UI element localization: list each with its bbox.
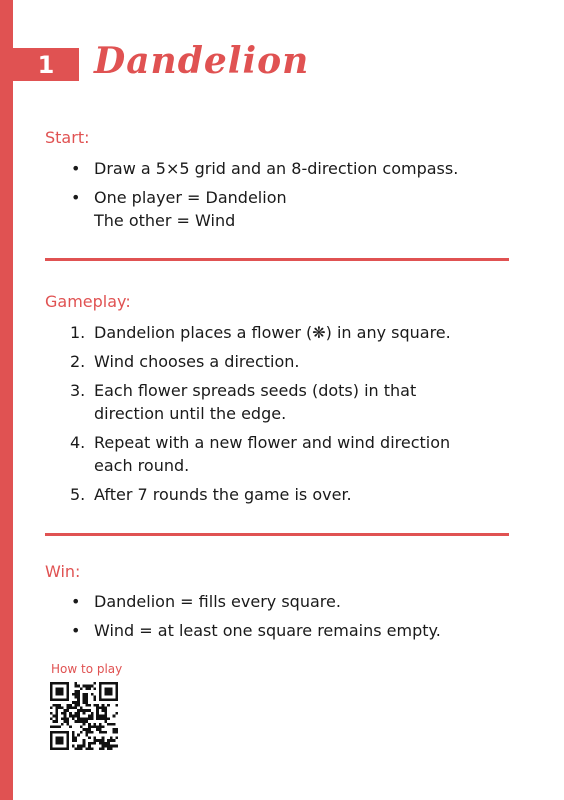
gameplay-label: Gameplay: bbox=[45, 292, 131, 311]
card-number: 1 bbox=[37, 50, 55, 79]
step-text: direction until the edge. bbox=[94, 404, 287, 423]
step-text: After 7 rounds the game is over. bbox=[94, 485, 352, 504]
win-label: Win: bbox=[45, 562, 81, 581]
card-number-badge bbox=[13, 48, 79, 81]
divider bbox=[45, 258, 509, 261]
start-item-2: One player = Dandelion bbox=[94, 188, 287, 207]
list-item bbox=[45, 186, 458, 232]
step-number: 3. bbox=[70, 381, 86, 400]
list-item bbox=[45, 590, 441, 613]
start-list bbox=[45, 157, 458, 238]
step-text: Each flower spreads seeds (dots) in that bbox=[94, 381, 417, 400]
qr-label: How to play bbox=[51, 662, 123, 676]
step-text: Wind chooses a direction. bbox=[94, 352, 300, 371]
step-text: Dandelion places a flower (❋) in any square. bbox=[94, 323, 451, 342]
step-text: Repeat with a new flower and wind direction bbox=[94, 433, 451, 452]
list-item bbox=[45, 619, 441, 642]
list-item bbox=[45, 321, 451, 344]
step-number: 5. bbox=[70, 485, 86, 504]
step-number: 2. bbox=[70, 352, 86, 371]
win-item-1: Dandelion = fills every square. bbox=[94, 592, 341, 611]
list-item bbox=[45, 379, 451, 425]
list-item bbox=[45, 157, 458, 180]
divider bbox=[45, 533, 509, 536]
gameplay-steps bbox=[45, 321, 451, 512]
start-item-1: Draw a 5×5 grid and an 8-direction compass. bbox=[94, 159, 459, 178]
step-number: 4. bbox=[70, 433, 86, 452]
list-item bbox=[45, 483, 451, 506]
start-label: Start: bbox=[45, 128, 90, 147]
start-item-3: The other = Wind bbox=[94, 211, 236, 230]
step-text: each round. bbox=[94, 456, 190, 475]
win-item-2: Wind = at least one square remains empty. bbox=[94, 621, 441, 640]
step-number: 1. bbox=[70, 323, 86, 342]
side-stripe bbox=[0, 0, 13, 800]
page-title: Dandelion bbox=[94, 40, 310, 82]
list-item bbox=[45, 431, 451, 477]
list-item bbox=[45, 350, 451, 373]
win-list bbox=[45, 590, 441, 648]
qr-code-icon[interactable] bbox=[50, 682, 118, 750]
